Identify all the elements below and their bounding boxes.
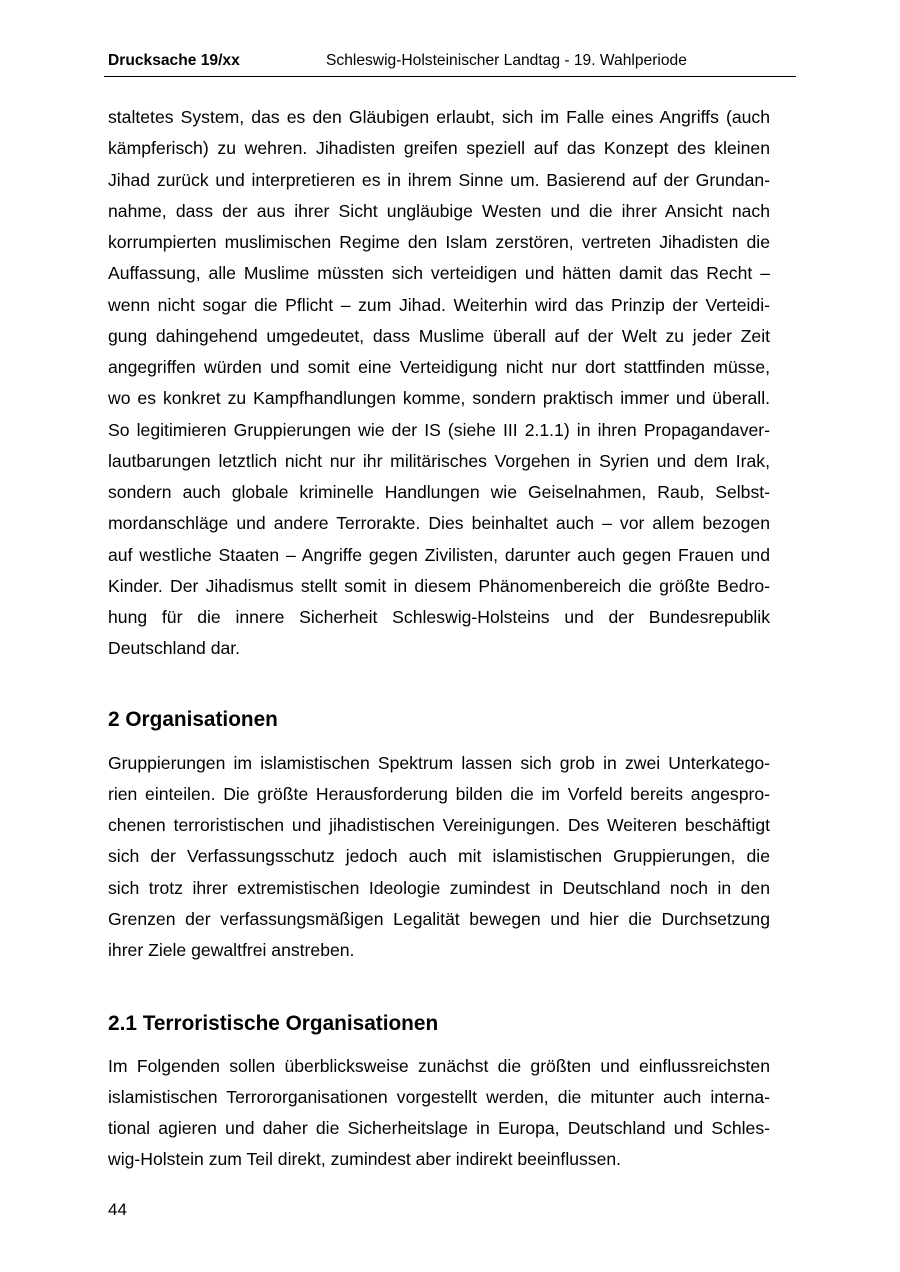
text-line: auf westliche Staaten – Angriffe gegen Zivilisten, darunter auch gegen Frauen und	[108, 544, 770, 565]
text-line: Kinder. Der Jihadismus stellt somit in diesem Phänomenbereich die größte Bedro-	[108, 575, 770, 596]
text-line: wig-Holstein zum Teil direkt, zumindest aber indirekt beeinflussen.	[108, 1149, 622, 1170]
text-line: rien einteilen. Die größte Herausforderung bilden die im Vorfeld bereits angespro-	[108, 783, 770, 804]
text-line: lautbarungen letztlich nicht nur ihr militärisches Vorgehen in Syrien und dem Irak,	[108, 450, 770, 471]
header-title: Schleswig-Holsteinischer Landtag - 19. Wahlperiode	[326, 52, 687, 69]
text-line: Im Folgenden sollen überblicksweise zunächst die größten und einflussreichsten	[108, 1055, 770, 1076]
text-line: korrumpierten muslimischen Regime den Islam zerstören, vertreten Jihadisten die	[108, 232, 770, 252]
text-line: sich der Verfassungsschutz jedoch auch mit islamistischen Gruppierungen, die	[108, 846, 770, 867]
paragraph-3	[108, 1051, 770, 1176]
document-number: Drucksache 19/xx	[108, 52, 240, 69]
text-line: Deutschland dar.	[108, 638, 241, 659]
text-line: sondern auch globale kriminelle Handlungen wie Geiselnahmen, Raub, Selbst-	[108, 482, 770, 502]
paragraph-1	[108, 102, 770, 665]
header-rule	[104, 76, 796, 77]
text-line: So legitimieren Gruppierungen wie der IS (siehe III 2.1.1) in ihren Propagandaver-	[108, 419, 770, 440]
page-number: 44	[108, 1200, 127, 1219]
text-line: tional agieren und daher die Sicherheitslage in Europa, Deutschland und Schles-	[108, 1118, 770, 1138]
text-line: wo es konkret zu Kampfhandlungen komme, sondern praktisch immer und überall.	[108, 388, 770, 409]
text-line: islamistischen Terrororganisationen vorgestellt werden, die mitunter auch interna-	[108, 1086, 770, 1107]
text-line: nahme, dass der aus ihrer Sicht ungläubige Westen und die ihrer Ansicht nach	[108, 200, 770, 221]
text-line: Grenzen der verfassungsmäßigen Legalität bewegen und hier die Durchsetzung	[108, 908, 770, 929]
text-line: angegriffen würden und somit eine Verteidigung nicht nur dort stattfinden müsse,	[108, 357, 770, 377]
text-line: Jihad zurück und interpretieren es in ihrem Sinne um. Basierend auf der Grundan-	[108, 169, 770, 190]
text-line: hung für die innere Sicherheit Schleswig-Holsteins und der Bundesrepublik	[108, 607, 770, 627]
text-line: mordanschläge und andere Terrorakte. Dies beinhaltet auch – vor allem bezogen	[108, 513, 770, 534]
paragraph-2	[108, 748, 770, 967]
text-line: sich trotz ihrer extremistischen Ideologie zumindest in Deutschland noch in den	[108, 877, 770, 898]
text-line: Gruppierungen im islamistischen Spektrum lassen sich grob in zwei Unterkatego-	[108, 752, 770, 773]
text-line: Auffassung, alle Muslime müssten sich verteidigen und hätten damit das Recht –	[108, 263, 770, 284]
text-line: ihrer Ziele gewaltfrei anstreben.	[108, 940, 355, 960]
section-heading-terroristische-organisationen: 2.1 Terroristische Organisationen	[108, 1012, 439, 1035]
section-heading-organisationen: 2 Organisationen	[108, 708, 278, 731]
text-line: staltetes System, das es den Gläubigen erlaubt, sich im Falle eines Angriffs (auch	[108, 107, 770, 127]
text-line: chenen terroristischen und jihadistischen Vereinigungen. Des Weiteren beschäftigt	[108, 815, 770, 835]
text-line: kämpferisch) zu wehren. Jihadisten greifen speziell auf das Konzept des kleinen	[108, 138, 770, 159]
text-line: wenn nicht sogar die Pflicht – zum Jihad. Weiterhin wird das Prinzip der Verteidi-	[108, 294, 770, 315]
text-line: gung dahingehend umgedeutet, dass Muslime überall auf der Welt zu jeder Zeit	[108, 325, 770, 346]
